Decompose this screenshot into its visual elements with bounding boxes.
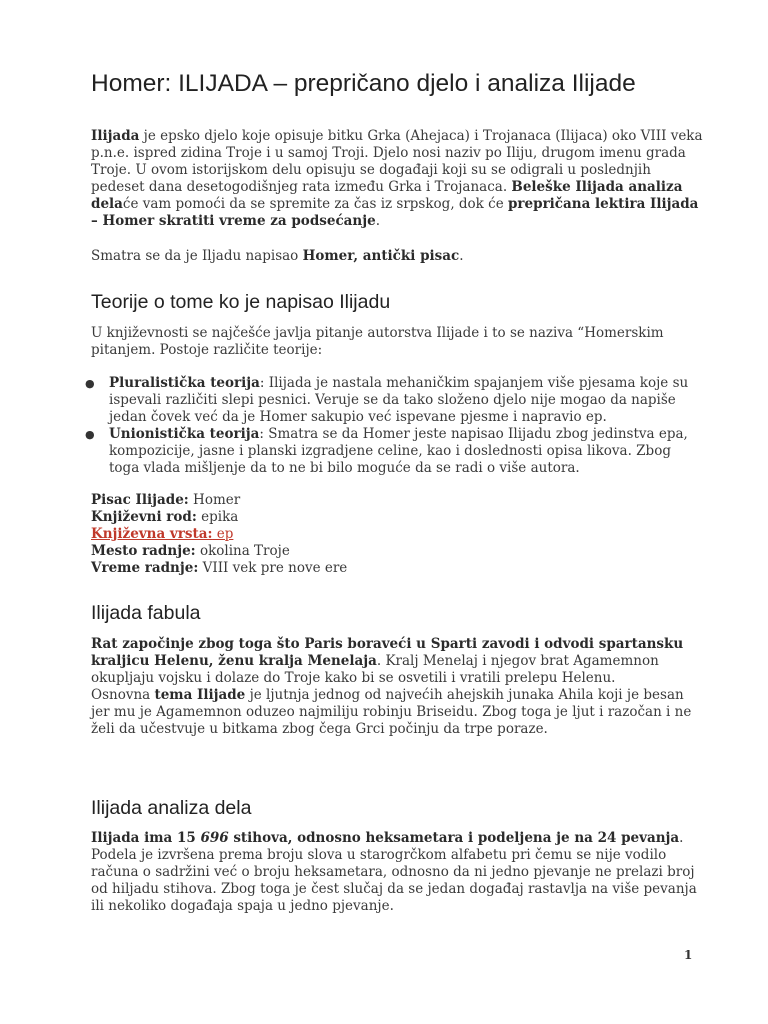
info-value: okolina Troje: [195, 543, 290, 559]
intro-bold-beleske: Beleške Ilijada analiza dela: [91, 179, 683, 212]
info-label: Vreme radnje:: [91, 560, 199, 576]
author-bold: Homer, antički pisac: [302, 248, 460, 264]
plot-text-a: Osnovna: [91, 687, 155, 703]
info-value: Homer: [188, 492, 241, 508]
info-label: Književni rod:: [91, 509, 197, 525]
theory-text: : Ilijada je nastala mehaničkim spajanjem više pjesama koje su ispevali različiti slepi pesnici. Veruje se da tako složeno djelo nije mogao da napiše jedan čovek već da je Homer sakupio već ispevane pjesme i napravio ep.: [109, 375, 689, 425]
intro-text-2: će vam pomoći da se spremite za čas iz srpskog, dok će: [122, 196, 508, 212]
analysis-bold-2: stihova, odnosno heksametara i podeljena je na 24 pevanja: [228, 830, 680, 846]
plot-theme-bold: tema Ilijade: [154, 687, 246, 703]
info-value[interactable]: ep: [212, 526, 234, 542]
intro-text-3: .: [375, 213, 380, 229]
theories-intro-paragraph: U književnosti se najčešće javlja pitanje autorstva Ilijade i to se naziva “Homerskim pitanjem. Postoje različite teorije:: [91, 325, 664, 358]
theory-item-unionist: [85, 426, 703, 477]
info-value: epika: [196, 509, 239, 525]
info-label: Pisac Ilijade:: [91, 492, 189, 508]
analysis-bold-italic: 696: [200, 830, 229, 846]
info-genre-kind: [91, 509, 703, 526]
section-heading-analysis: Ilijada analiza dela: [91, 797, 252, 819]
bullet-icon: ●: [85, 377, 95, 390]
plot-text-b: je ljutnja jednog od najvećih ahejskih junaka Ahila koji je besan jer mu je Agamemnon oduzeo najmiliju robinju Briseidu. Zbog toga je ljut i razočan i ne želi da učestvuje u bitkama zbog čega Grci počinju da trpe poraze.: [91, 687, 692, 737]
theory-label: Unionistička teorija: [109, 426, 260, 442]
theory-label: Pluralistička teorija: [109, 375, 260, 391]
info-label[interactable]: Književna vrsta:: [91, 526, 213, 542]
theory-text: : Smatra se da Homer jeste napisao Ilijadu zbog jedinstva epa, kompozicije, jasne i planski izgradjene celine, kao i doslednosti opisa likova. Zbog toga vlada mišljenje da to ne bi bilo moguće da se radi o više autora.: [109, 426, 688, 476]
analysis-text: . Podela je izvršena prema broju slova u starogrčkom alfabetu pri čemu se nije vodilo računa o sadržini već o broju heksametara, odnosno da ni jedno pjevanje ne prelazi broj od hiljadu stihova. Zbog toga je čest slučaj da se jedan događaj rastavlja na više pevanja ili nekoliko događaja spaja u jedno pjevanje.: [91, 830, 697, 914]
bullet-icon: ●: [85, 428, 95, 441]
intro-bold-prepricana: prepričana lektira Ilijada – Homer skratiti vreme za podsećanje: [91, 196, 699, 229]
plot-paragraph-2: [91, 687, 703, 738]
theories-list: [85, 375, 703, 477]
plot-text: . Kralj Menelaj i njegov brat Agamemnon okupljaju vojsku i dolaze do Troje kako bi se osvetili i vratili prelepu Helenu.: [91, 653, 659, 686]
info-label: Mesto radnje:: [91, 543, 196, 559]
info-value: VIII vek pre nove ere: [198, 560, 348, 576]
analysis-paragraph: [91, 830, 703, 915]
section-heading-theories: Teorije o tome ko je napisao Ilijadu: [91, 291, 391, 313]
info-genre-type-link[interactable]: [91, 526, 703, 543]
plot-bold: Rat započinje zbog toga što Paris boraveći u Sparti zavodi i odvodi spartansku kraljicu Helenu, ženu kralja Menelaja: [91, 636, 684, 669]
author-text-1: Smatra se da je Iljadu napisao: [91, 248, 303, 264]
author-text-2: .: [459, 248, 464, 264]
info-time: [91, 560, 703, 577]
section-heading-plot: Ilijada fabula: [91, 602, 201, 624]
intro-text-1: je epsko djelo koje opisuje bitku Grka (Ahejaca) i Trojanaca (Ilijaca) oko VIII veka p.n.e. ispred zidina Troje i u samoj Troji. Djelo nosi naziv po Iliju, drugom imenu grada Troje. U ovom istorijskom delu opisuju se događaji koji su se odigrali u poslednjih pedeset dana desetogodišnjeg rata između Grka i Trojanaca.: [91, 128, 703, 195]
plot-paragraph-1: [91, 636, 703, 687]
theory-item-pluralist: [85, 375, 703, 426]
work-info-list: [91, 492, 703, 577]
page-number: 1: [684, 948, 693, 962]
info-setting: [91, 543, 703, 560]
analysis-bold-1: Ilijada ima 15: [91, 830, 201, 846]
info-author: [91, 492, 703, 509]
author-paragraph: [91, 248, 703, 265]
page-title: Homer: ILIJADA – prepričano djelo i analiza Ilijade: [91, 70, 636, 97]
intro-paragraph: [91, 128, 703, 230]
intro-bold-ilijada: Ilijada: [91, 128, 140, 144]
